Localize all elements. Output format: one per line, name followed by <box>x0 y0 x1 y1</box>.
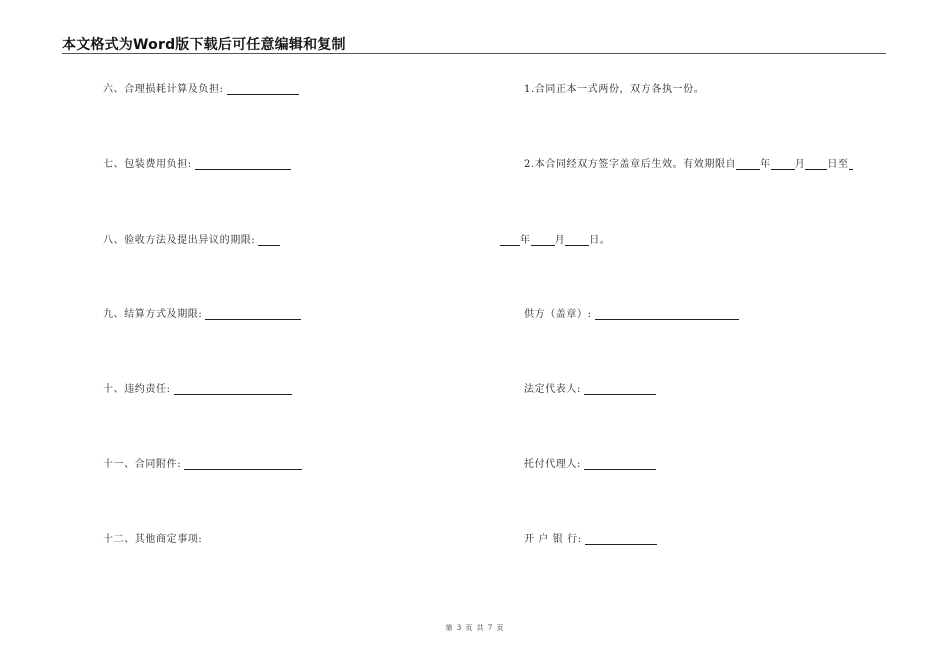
clause-7-label: 七、包装费用负担: <box>103 159 192 170</box>
clause-8 <box>103 231 280 246</box>
term-2 <box>524 155 853 170</box>
clause-7 <box>103 155 291 170</box>
term-2-text: 2.本合同经双方签字盖章后生效。有效期限自 <box>524 159 737 170</box>
legal-representative-blank[interactable] <box>584 384 656 395</box>
clause-8-blank[interactable] <box>258 235 280 246</box>
end-month-label: 月 <box>554 235 566 246</box>
term-1-text: 1.合同正本一式两份，双方各执一份。 <box>524 84 705 95</box>
end-day-label: 日。 <box>589 235 611 246</box>
end-year-label: 年 <box>520 235 531 246</box>
clause-8-label: 八、验收方法及提出异议的期限: <box>103 235 256 246</box>
supplier-seal-blank[interactable] <box>595 309 739 320</box>
start-day-label: 日至 <box>827 159 849 170</box>
legal-representative-label: 法定代表人: <box>524 384 581 395</box>
page-header <box>62 34 886 54</box>
clause-7-blank[interactable] <box>195 159 291 170</box>
clause-10-label: 十、违约责任: <box>103 384 171 395</box>
start-day-blank[interactable] <box>805 159 827 170</box>
end-day-blank[interactable] <box>565 235 589 246</box>
clause-6 <box>103 80 299 95</box>
start-year-blank[interactable] <box>736 159 760 170</box>
term-1 <box>524 80 704 95</box>
clause-10 <box>103 380 292 395</box>
start-month-blank[interactable] <box>771 159 795 170</box>
clause-10-blank[interactable] <box>174 384 292 395</box>
start-month-label: 月 <box>794 159 806 170</box>
clause-12 <box>103 530 202 545</box>
clause-9 <box>103 305 301 320</box>
bank-account-label: 开 户 银 行: <box>524 534 582 545</box>
bank-account-blank[interactable] <box>585 534 657 545</box>
end-continue-blank[interactable] <box>849 159 853 170</box>
clause-11-label: 十一、合同附件: <box>103 459 182 470</box>
clause-6-label: 六、合理损耗计算及负担: <box>103 84 224 95</box>
supplier-seal-label: 供方（盖章）: <box>524 309 592 320</box>
end-month-blank[interactable] <box>531 235 555 246</box>
start-year-label: 年 <box>760 159 771 170</box>
clause-9-label: 九、结算方式及期限: <box>103 309 203 320</box>
clause-11 <box>103 455 302 470</box>
page-number: 第 3 页 共 7 页 <box>445 624 505 632</box>
clause-11-blank[interactable] <box>184 459 302 470</box>
authorized-agent-label: 托付代理人: <box>524 459 581 470</box>
end-year-blank[interactable] <box>500 235 520 246</box>
clause-9-blank[interactable] <box>205 309 301 320</box>
authorized-agent <box>524 455 656 470</box>
legal-representative <box>524 380 656 395</box>
authorized-agent-blank[interactable] <box>584 459 656 470</box>
supplier-seal <box>524 305 739 320</box>
clause-12-label: 十二、其他商定事项: <box>103 534 203 545</box>
bank-account <box>524 530 657 545</box>
clause-6-blank[interactable] <box>227 84 299 95</box>
header-title: 本文格式为Word版下载后可任意编辑和复制 <box>62 37 346 53</box>
term-2-continued <box>500 231 610 246</box>
